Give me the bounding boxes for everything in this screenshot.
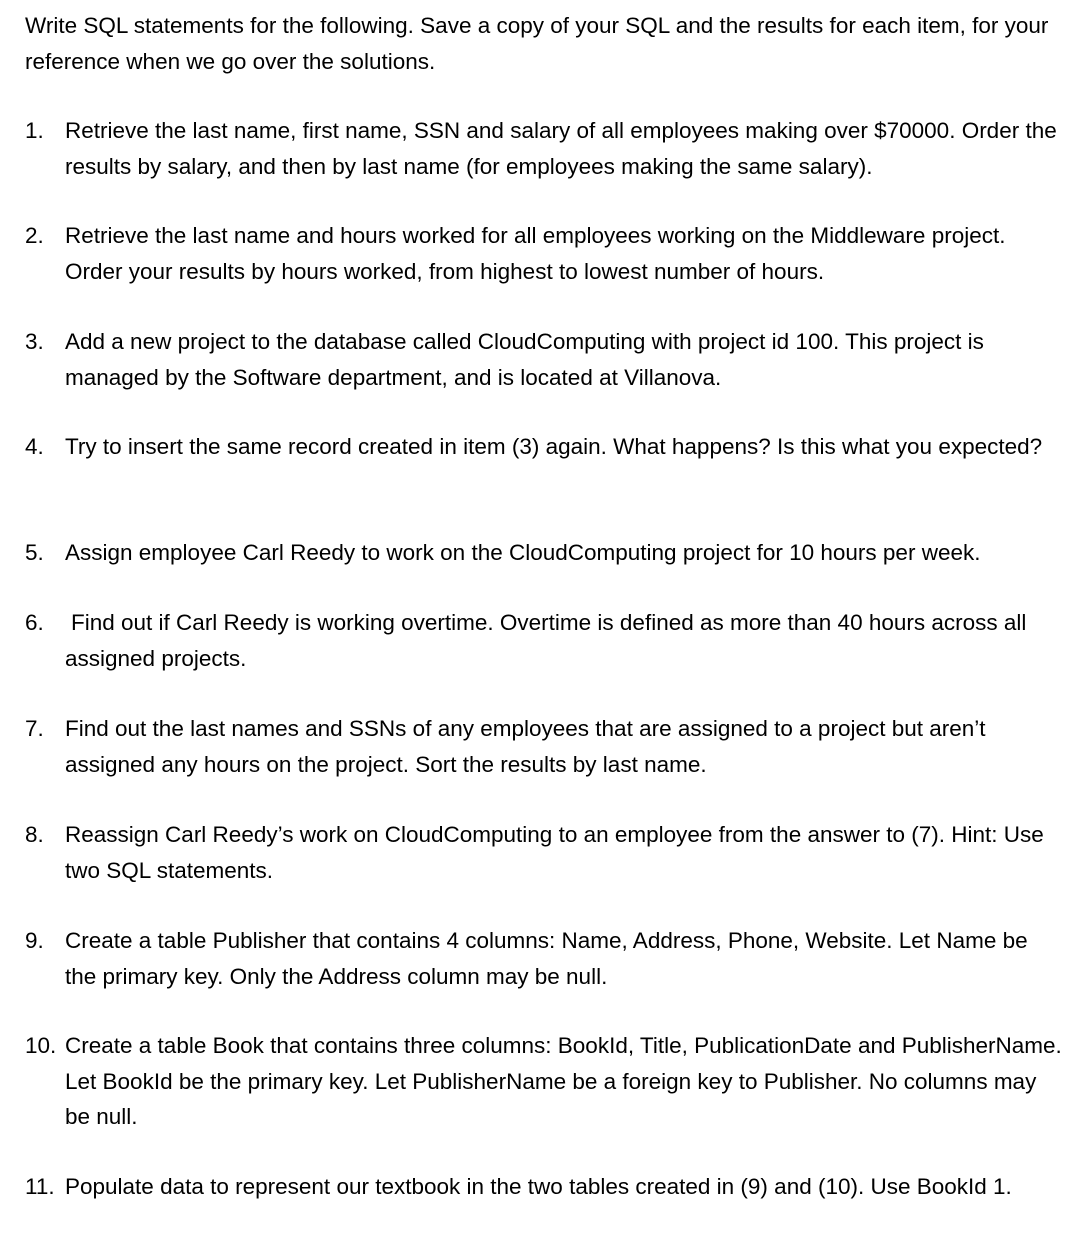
list-item-9 — [25, 923, 1065, 994]
list-item-4 — [25, 429, 1065, 465]
list-item-7 — [25, 711, 1065, 782]
item-text: Create a table Book that contains three columns: BookId, Title, PublicationDate and PublisherName. Let BookId be the primary key. Let PublisherName be a foreign key to Publisher. No columns may be null. — [65, 1033, 1062, 1129]
item-number: 7. — [25, 716, 44, 741]
item-number: 3. — [25, 329, 44, 354]
item-number: 8. — [25, 822, 44, 847]
list-item-5 — [25, 535, 1065, 571]
item-text: Create a table Publisher that contains 4 columns: Name, Address, Phone, Website. Let Name be the primary key. Only the Address column may be null. — [65, 928, 1028, 989]
item-text: Find out the last names and SSNs of any employees that are assigned to a project but aren’t assigned any hours on the project. Sort the results by last name. — [65, 716, 986, 777]
item-text: Populate data to represent our textbook in the two tables created in (9) and (10). Use BookId 1. — [65, 1174, 1012, 1199]
item-text: Find out if Carl Reedy is working overtime. Overtime is defined as more than 40 hours across all assigned projects. — [65, 610, 1027, 671]
list-item-10 — [25, 1028, 1065, 1135]
item-text: Reassign Carl Reedy’s work on CloudComputing to an employee from the answer to (7). Hint: Use two SQL statements. — [65, 822, 1044, 883]
intro-paragraph: Write SQL statements for the following. Save a copy of your SQL and the results for each item, for your reference when we go over the solutions. — [25, 13, 1049, 74]
item-number: 1. — [25, 118, 44, 143]
item-number: 6. — [25, 610, 44, 635]
item-number: 11. — [25, 1174, 55, 1199]
list-item-11 — [25, 1169, 1065, 1205]
item-text: Retrieve the last name and hours worked for all employees working on the Middleware project. Order your results by hours worked, from highest to lowest number of hours. — [65, 223, 1006, 284]
item-number: 9. — [25, 928, 44, 953]
item-number: 2. — [25, 223, 44, 248]
list-item-6 — [25, 605, 1065, 676]
item-text: Retrieve the last name, first name, SSN and salary of all employees making over $70000. Order the results by salary, and then by last name (for employees making the same salary). — [65, 118, 1057, 179]
list-item-2 — [25, 218, 1065, 289]
item-number: 4. — [25, 434, 44, 459]
item-number: 10. — [25, 1033, 57, 1058]
item-number: 5. — [25, 540, 44, 565]
list-item-1 — [25, 113, 1065, 184]
item-text: Add a new project to the database called CloudComputing with project id 100. This project is managed by the Software department, and is located at Villanova. — [65, 329, 984, 390]
item-text: Try to insert the same record created in item (3) again. What happens? Is this what you expected? — [65, 434, 1043, 459]
item-text: Assign employee Carl Reedy to work on the CloudComputing project for 10 hours per week. — [65, 540, 981, 565]
list-item-3 — [25, 324, 1065, 395]
list-item-8 — [25, 817, 1065, 888]
